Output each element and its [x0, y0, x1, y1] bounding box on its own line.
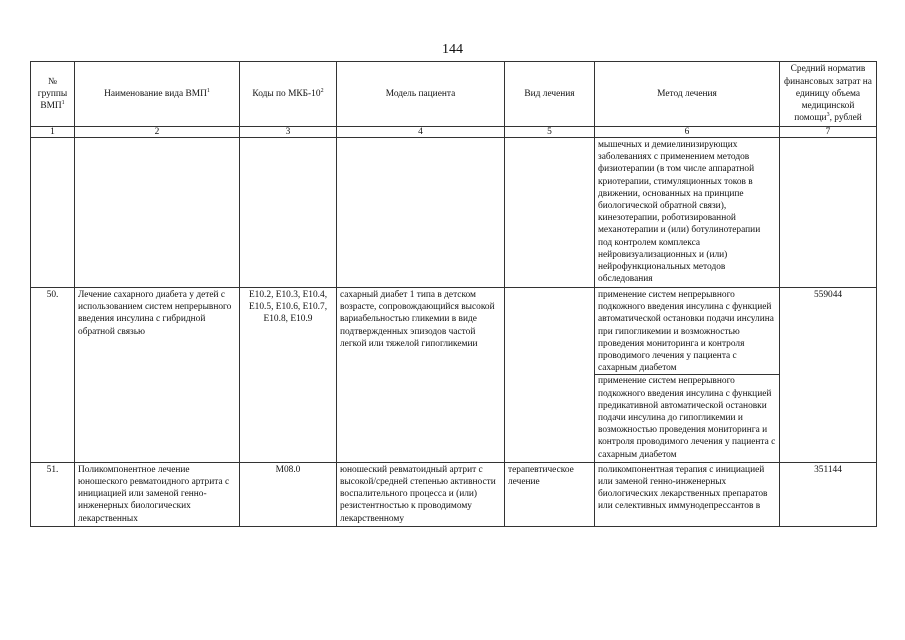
col-number: 6 — [595, 127, 780, 138]
treatment-method: мышечных и демиелинизирующих заболеваниях с применением методов физиотерапии (в том числе аппаратной криотерапии, стимуляционных токов в движении, основанных на принципе биологической обратной связи), кинезотерапии, роботизированной механотерапии и (или) ботулинотерапии под контролем комплекса нейровизуализационных и (или) нейрофункциональных методов обследования — [595, 138, 780, 288]
cost-norm: 351144 — [780, 462, 877, 526]
vmp-name: Лечение сахарного диабета у детей с использованием систем непрерывного введения инсулина с гибридной обратной связью — [75, 288, 240, 463]
col-header-treatment: Вид лечения — [505, 62, 595, 127]
patient-model: сахарный диабет 1 типа в детском возрасте, сопровождающийся высокой вариабельностью гликемии в виде подтвержденных эпизодов частой легкой или тяжелой гипогликемии — [337, 288, 505, 463]
header-row — [31, 62, 877, 127]
treatment-method: применение систем непрерывного подкожного введения инсулина с функцией автоматической остановки подачи инсулина при гипогликемии и возможностью проведения мониторинга и контроля проводимого лечения у пациента с сахарным диабетом — [598, 290, 774, 374]
col-header-codes: Коды по МКБ-$10^2$ — [240, 62, 337, 127]
table-row — [31, 462, 877, 526]
treatment-methods — [595, 288, 780, 463]
col-header-method: Метод лечения — [595, 62, 780, 127]
col-number: 7 — [780, 127, 877, 138]
cost-norm: 559044 — [780, 288, 877, 463]
col-number: 2 — [75, 127, 240, 138]
vmp-name: Поликомпонентное лечение юношеского ревматоидного артрита с инициацией или заменой генно-инженерных биологических лекарственных — [75, 462, 240, 526]
icd-codes — [240, 138, 337, 288]
patient-model — [337, 138, 505, 288]
patient-model: юношеский ревматоидный артрит с высокой/средней степенью активности воспалительного процесса и (или) резистентностью к проводимому лекарственному — [337, 462, 505, 526]
table-row — [31, 288, 877, 463]
col-header-name: Наименование вида ВМП$^1$ — [75, 62, 240, 127]
vmp-table — [30, 61, 877, 527]
col-number: 1 — [31, 127, 75, 138]
column-number-row — [31, 127, 877, 138]
icd-codes: E10.2, E10.3, E10.4, E10.5, E10.6, E10.7, E10.8, E10.9 — [240, 288, 337, 463]
col-header-cost: Средний норматив финансовых затрат на единицу объема медицинской помощи$^3$, рублей — [780, 62, 877, 127]
col-header-group: № группы ВМП$^1$ — [31, 62, 75, 127]
group-number: 51. — [31, 462, 75, 526]
treatment-method: применение систем непрерывного подкожного введения инсулина с функцией предикативной автоматической остановки подачи инсулина до гипогликемии и возможностью проведения мониторинга и контроля проводимого лечения у пациента с сахарным диабетом — [595, 374, 779, 460]
cost-norm — [780, 138, 877, 288]
col-number: 5 — [505, 127, 595, 138]
vmp-name — [75, 138, 240, 288]
table-row — [31, 138, 877, 288]
col-header-model: Модель пациента — [337, 62, 505, 127]
col-number: 3 — [240, 127, 337, 138]
treatment-type: терапевтическое лечение — [505, 462, 595, 526]
treatment-method: поликомпонентная терапия с инициацией или заменой генно-инженерных биологических лекарственных препаратов или селективных иммунодепрессантов в — [595, 462, 780, 526]
treatment-type — [505, 138, 595, 288]
col-number: 4 — [337, 127, 505, 138]
group-number: 50. — [31, 288, 75, 463]
group-number — [31, 138, 75, 288]
icd-codes: M08.0 — [240, 462, 337, 526]
treatment-type — [505, 288, 595, 463]
page-number: 144 — [442, 42, 463, 57]
